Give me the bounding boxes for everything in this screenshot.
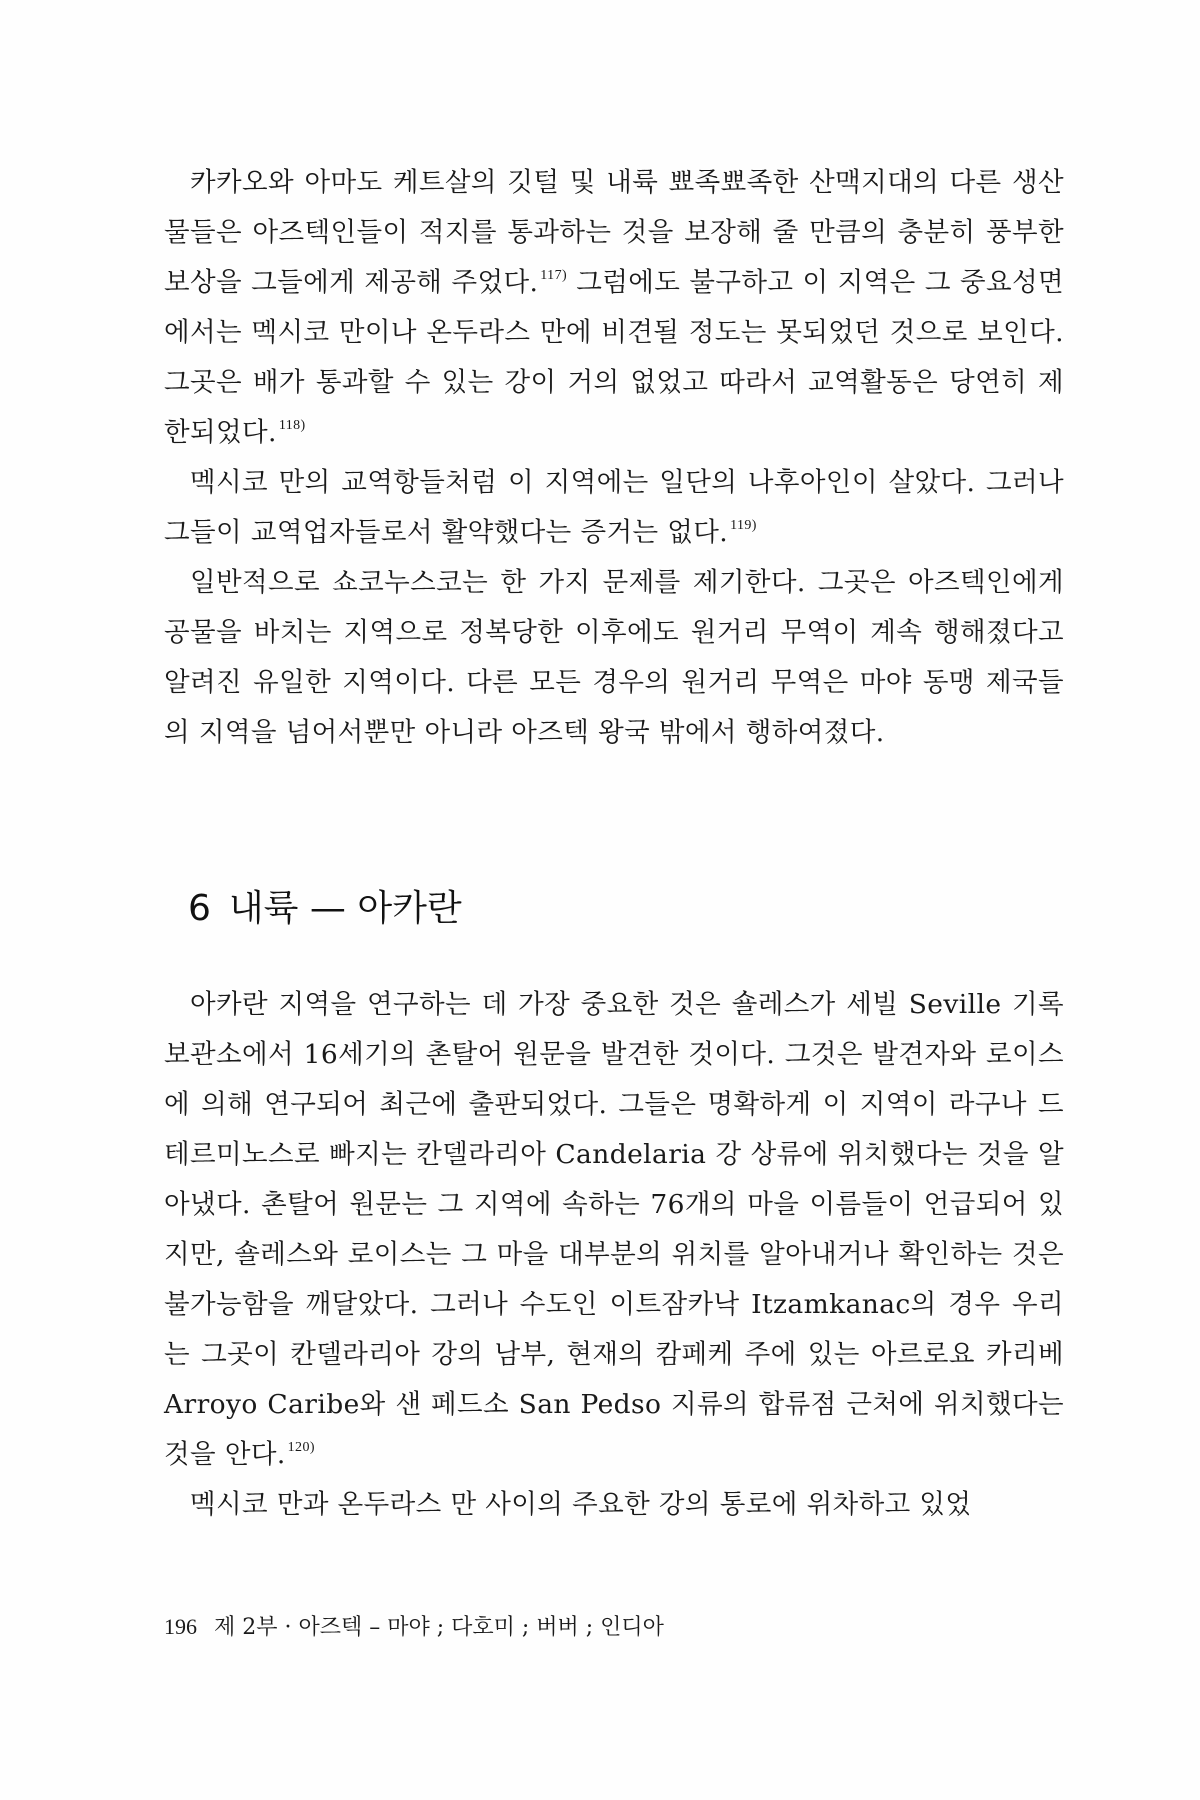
page-footer: [164, 1612, 664, 1643]
footnote-marker: 119): [730, 518, 757, 533]
top-text-block: [164, 158, 1064, 758]
section-heading: [188, 884, 462, 934]
bottom-text-block: [164, 980, 1064, 1530]
footnote-marker: 117): [540, 268, 568, 283]
paragraph-text: 멕시코 만과 온두라스 만 사이의 주요한 강의 통로에 위차하고 있었: [190, 1489, 972, 1520]
paragraph-soconusco: [164, 558, 1064, 758]
footnote-marker: 120): [287, 1440, 315, 1455]
paragraph-text: 그럼에도 불구하고 이 지역은 그 중요성면에서는 멕시코 만이나 온두라스 만에 비견될 정도는 못되었던 것으로 보인다. 그곳은 배가 통과할 수 있는 강이 거의 없었고 따라서 교역활동은 당연히 제한되었다.: [164, 267, 1064, 448]
footnote-marker: 118): [278, 418, 306, 433]
paragraph-nahua-people: [164, 458, 1064, 558]
section-title: 내륙 — 아카란: [228, 888, 462, 929]
paragraph-text: 아카란 지역을 연구하는 데 가장 중요한 것은 숄레스가 세빌 Seville 기록보관소에서 16세기의 촌탈어 원문을 발견한 것이다. 그것은 발견자와 로이스에 의해 연구되어 최근에 출판되었다. 그들은 명확하게 이 지역이 라구나 드 테르미노스로 빠지는 칸델라리아 Candelaria 강 상류에 위치했다는 것을 알아냈다. 촌탈어 원문는 그 지역에 속하는 76개의 마을 이름들이 언급되어 있지만, 숄레스와 로이스는 그 마을 대부분의 위치를 알아내거나 확인하는 것은 불가능함을 깨달았다. 그러나 수도인 이트잠카낙 Itzamkanac의 경우 우리는 그곳이 칸델라리아 강의 남부, 현재의 캄페케 주에 있는 아르로요 카리베 Arroyo Caribe와 샌 페드소 San Pedso 지류의 합류점 근처에 위치했다는 것을 안다.: [164, 989, 1064, 1470]
running-title: 제 2부 · 아즈텍 – 마야 ; 다호미 ; 버버 ; 인디아: [214, 1615, 664, 1640]
paragraph-acalan-research: [164, 980, 1064, 1480]
section-number: 6: [188, 888, 211, 929]
page-number: 196: [164, 1614, 197, 1639]
paragraph-cacao-trade: [164, 158, 1064, 458]
paragraph-text: 멕시코 만의 교역항들처럼 이 지역에는 일단의 나후아인이 살았다. 그러나 그들이 교역업자들로서 활약했다는 증거는 없다.: [164, 467, 1064, 548]
paragraph-text: 일반적으로 쇼코누스코는 한 가지 문제를 제기한다. 그곳은 아즈텍인에게 공물을 바치는 지역으로 정복당한 이후에도 원거리 무역이 계속 행해졌다고 알려진 유일한 지역이다. 다른 모든 경우의 원거리 무역은 마야 동맹 제국들의 지역을 넘어서뿐만 아니라 아즈텍 왕국 밖에서 행하여졌다.: [164, 567, 1064, 748]
paragraph-river-route: [164, 1480, 1064, 1530]
paragraph-text: 카카오와 아마도 케트살의 깃털 및 내륙 뾰족뾰족한 산맥지대의 다른 생산물들은 아즈텍인들이 적지를 통과하는 것을 보장해 줄 만큼의 충분히 풍부한 보상을 그들에게 제공해 주었다.: [164, 167, 1064, 298]
